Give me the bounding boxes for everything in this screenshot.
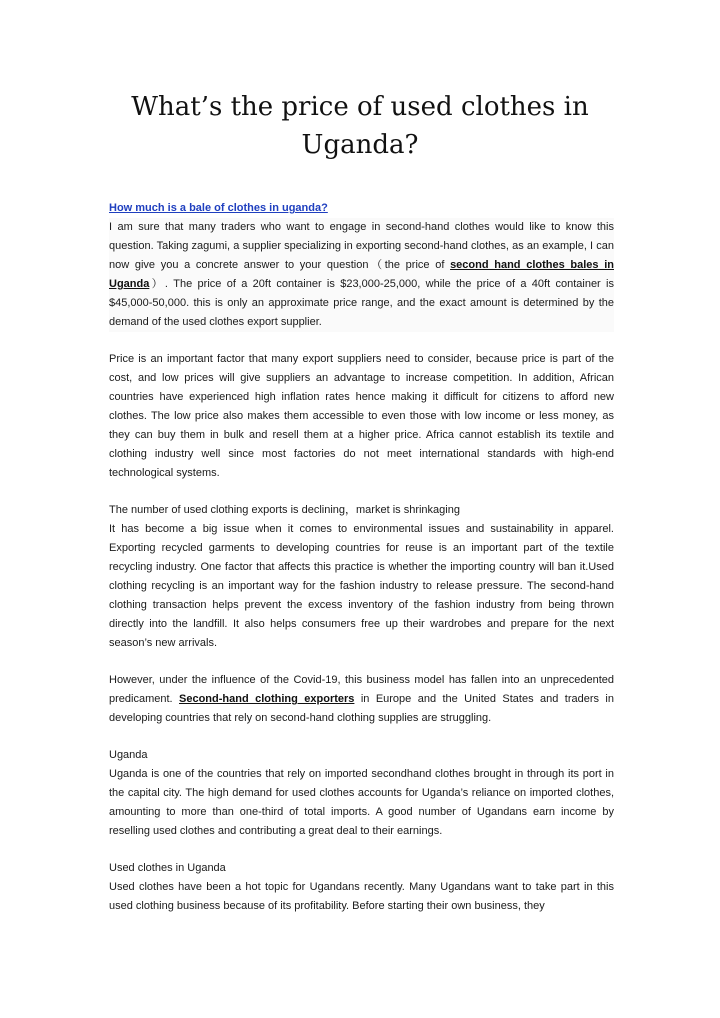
section-heading-used-clothes: Used clothes in Uganda [109, 862, 226, 874]
paragraph-used-clothes: Used clothes have been a hot topic for Ugandans recently. Many Ugandans want to take part in this used clothing business because of its profitability. Before starting their own business, they [109, 881, 614, 912]
paragraph-gap [109, 653, 614, 671]
paragraph-uganda: Uganda is one of the countries that rely on imported secondhand clothes brought in through its port in the capital city. The high demand for used clothes accounts for Uganda’s reliance on imported clothes, amounting to more than one-third of total imports. A good number of Ugandans earn income by reselling used clothes and contributing a great deal to their earnings. [109, 768, 614, 837]
second-hand-exporters-link[interactable]: Second-hand clothing exporters [179, 693, 355, 705]
page-title: What’s the price of used clothes in Uganda? [131, 92, 589, 160]
paragraph-gap [109, 483, 614, 501]
second-hand-bales-link[interactable]: second hand clothes bales in Uganda [109, 259, 614, 290]
paragraph-price-factor: Price is an important factor that many export suppliers need to consider, because price is part of the cost, and low prices will give suppliers an advantage to increase competition. In addition, African countries have experienced high inflation rates hence making it difficult for citizens to afford new clothes. The low price also makes them accessible to even those with low income or less money, as they can buy them in bulk and resell them at a higher price. Africa cannot establish its textile and clothing industry well since most factories do not meet international standards with high-end technological systems. [109, 353, 614, 479]
heading-link-paragraph [109, 199, 614, 218]
bale-price-link[interactable]: How much is a bale of clothes in uganda? [109, 202, 328, 214]
section-heading-declining: The number of used clothing exports is declining，market is shrinkaging [109, 504, 460, 516]
paragraph-covid [109, 671, 614, 728]
paragraph-text: However, under the influence of the Covid-19, this business model has fallen into an unprecedented predicament. [109, 674, 614, 705]
paragraph-gap [109, 332, 614, 350]
article-body [109, 199, 614, 916]
paragraph-text: ）. The price of a 20ft container is $23,000-25,000, while the price of a 40ft container is $45,000-50,000. this is only an approximate price range, and the exact amount is determined by the demand of the used clothes export supplier. [109, 278, 614, 328]
section-heading-uganda: Uganda [109, 749, 148, 761]
paragraph-price-intro [109, 218, 614, 332]
paragraph-gap [109, 841, 614, 859]
paragraph-gap [109, 728, 614, 746]
paragraph-text: I am sure that many traders who want to engage in second-hand clothes would like to know this question. Taking zagumi, a supplier specializing in exporting second-hand clothes, as an example, I can now give you a concrete answer to your question（the price of [109, 221, 614, 271]
paragraph-sustainability: It has become a big issue when it comes to environmental issues and sustainability in apparel. Exporting recycled garments to developing countries for reuse is an important part of the textile recycling industry. One factor that affects this practice is whether the importing country will ban it.Used clothing recycling is an important way for the fashion industry to release pressure. The second-hand clothing transaction helps prevent the excess inventory of the fashion industry from being thrown directly into the landfill. It also helps consumers free up their wardrobes and prepare for the next season’s new arrivals. [109, 523, 614, 649]
paragraph-text: in Europe and the United States and traders in developing countries that rely on second-hand clothing supplies are struggling. [109, 693, 614, 724]
